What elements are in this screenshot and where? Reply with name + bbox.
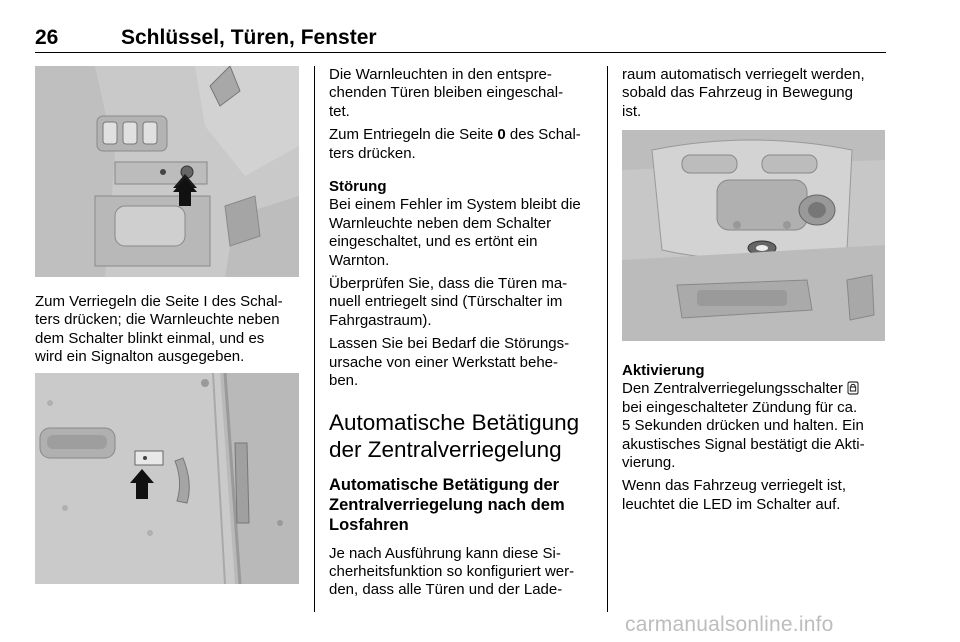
text-line: eingeschaltet, und es ertönt ein bbox=[329, 233, 538, 251]
text-line: raum automatisch verriegelt werden, bbox=[622, 66, 865, 83]
text-segment: Zum Entriegeln die Seite bbox=[329, 126, 498, 144]
heading-line: der Zentralverriegelung bbox=[329, 436, 562, 462]
text-line: leuchtet die LED im Schalter auf. bbox=[622, 495, 841, 513]
caption-line: Zum Verriegeln die Seite I des Schal- bbox=[35, 293, 283, 310]
text-line: Warnleuchte neben dem Schalter bbox=[329, 214, 552, 232]
text-line: Bei einem Fehler im System bleibt die bbox=[329, 196, 581, 214]
lock-instruction-caption bbox=[35, 293, 300, 367]
text-line: Den Zentralverriegelungsschalter bbox=[622, 380, 843, 398]
unlock-side-label: 0 bbox=[497, 126, 506, 144]
text-line: sobald das Fahrzeug in Bewegung bbox=[622, 84, 853, 102]
text-line: Fahrgastraum). bbox=[329, 311, 432, 329]
paragraph bbox=[329, 66, 597, 121]
page-number: 26 bbox=[35, 26, 59, 49]
paragraph bbox=[622, 477, 888, 514]
text-line: den, dass alle Türen und der Lade- bbox=[329, 581, 563, 599]
text-line: Warnton. bbox=[329, 251, 390, 269]
overhead-console-illustration bbox=[622, 130, 885, 341]
heading-line: Automatische Betätigung der bbox=[329, 475, 560, 494]
text-line: ursache von einer Werkstatt behe- bbox=[329, 353, 559, 371]
watermark: carmanualsonline.info bbox=[625, 613, 834, 636]
text-line: Die Warnleuchten in den entspre- bbox=[329, 66, 552, 83]
column-divider bbox=[607, 66, 608, 612]
text-line: nuell entriegelt sind (Türschalter im bbox=[329, 293, 563, 311]
caption-line: wird ein Signalton ausgegeben. bbox=[35, 348, 245, 366]
heading-line: Automatische Betätigung bbox=[329, 409, 580, 435]
paragraph bbox=[622, 66, 888, 121]
text-line: ters drücken. bbox=[329, 144, 416, 162]
caption-line: dem Schalter blinkt einmal, und es bbox=[35, 329, 265, 347]
text-line: cherheitsfunktion so konfiguriert wer- bbox=[329, 562, 575, 580]
text-line: 5 Sekunden drücken und halten. Ein bbox=[622, 417, 864, 435]
door-switch-illustration bbox=[35, 373, 299, 584]
chapter-title: Schlüssel, Türen, Fenster bbox=[121, 26, 377, 49]
aktivierung-heading: Aktivierung bbox=[622, 362, 705, 379]
door-switch-drawing bbox=[35, 373, 299, 584]
column-two-text bbox=[329, 66, 597, 600]
subsection-heading bbox=[329, 475, 597, 535]
text-line: akustisches Signal bestätigt die Akti- bbox=[622, 435, 865, 453]
page-header bbox=[35, 26, 885, 54]
text-line: chenden Türen bleiben eingeschal- bbox=[329, 84, 564, 102]
column-three-top-text bbox=[622, 66, 888, 121]
text-line: bei eingeschalteter Zündung für ca. bbox=[622, 398, 858, 416]
caption-line: ters drücken; die Warnleuchte neben bbox=[35, 311, 280, 329]
text-line: tet. bbox=[329, 102, 350, 120]
paragraph bbox=[622, 380, 888, 472]
column-divider bbox=[314, 66, 315, 612]
heading-line: Losfahren bbox=[329, 515, 409, 534]
paragraph bbox=[329, 126, 597, 163]
stoerung-heading: Störung bbox=[329, 178, 387, 196]
text-segment: des Schal- bbox=[505, 126, 581, 144]
text-line: Lassen Sie bei Bedarf die Störungs- bbox=[329, 335, 570, 353]
paragraph bbox=[329, 275, 597, 330]
text-line: ben. bbox=[329, 372, 359, 390]
paragraph bbox=[329, 545, 597, 600]
dashboard-switch-drawing bbox=[35, 66, 299, 277]
text-line: Je nach Ausführung kann diese Si- bbox=[329, 544, 561, 562]
paragraph bbox=[329, 196, 597, 270]
text-line: vierung. bbox=[622, 454, 676, 472]
paragraph bbox=[329, 335, 597, 390]
dashboard-switch-illustration bbox=[35, 66, 299, 277]
section-heading bbox=[329, 409, 597, 463]
text-line: Überprüfen Sie, dass die Türen ma- bbox=[329, 275, 568, 293]
overhead-console-drawing bbox=[622, 130, 885, 341]
lock-switch-icon bbox=[847, 381, 859, 395]
column-three-bottom-text bbox=[622, 362, 888, 514]
text-line: Wenn das Fahrzeug verriegelt ist, bbox=[622, 477, 846, 495]
header-rule bbox=[35, 52, 886, 53]
text-line: ist. bbox=[622, 102, 642, 120]
heading-line: Zentralverriegelung nach dem bbox=[329, 495, 565, 514]
